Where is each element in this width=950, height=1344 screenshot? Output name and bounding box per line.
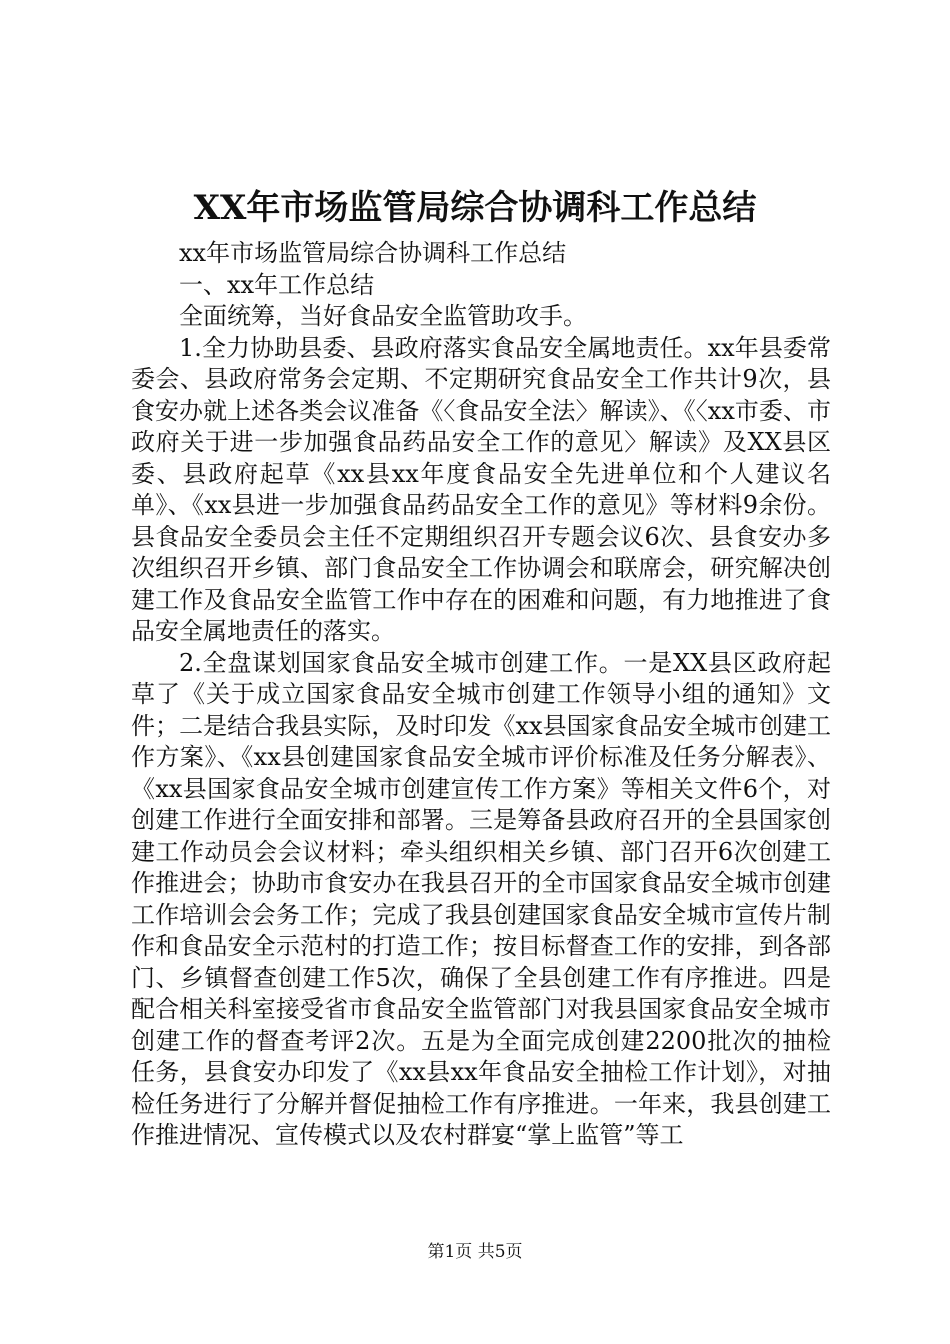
document-title: XX年市场监管局综合协调科工作总结 bbox=[193, 188, 757, 228]
body-paragraph-summary: 全面统筹，当好食品安全监管助攻手。 bbox=[179, 302, 587, 330]
body-paragraph-section: 一、xx年工作总结 bbox=[179, 270, 375, 299]
page-footer: 第1页 共5页 bbox=[427, 1242, 523, 1262]
body-paragraph-heading: xx年市场监管局综合协调科工作总结 bbox=[179, 239, 567, 267]
body-paragraph-item-1: 1.全力协助县委、县政府落实食品安全属地责任。xx年县委常委会、县政府常务会定期、不定期研究食品安全工作共计9次，县食安办就上述各类会议准备《〈食品安全法〉解读》、《〈xx市委、市政府关于进一步加强食品药品安全工作的意见〉解读》及XX县区委、县政府起草《xx县xx年度食品安全先进单位和个人建议名单》、《xx县进一步加强食品药品安全工作的意见》等材料9余份。县食品安全委员会主任不定期组织召开专题会议6次、县食安办多次组织召开乡镇、部门食品安全工作协调会和联席会，研究解决创建工作及食品安全监管工作中存在的困难和问题，有力地推进了食品安全属地责任的落实。 bbox=[131, 333, 831, 645]
body-paragraph-item-2: 2.全盘谋划国家食品安全城市创建工作。一是XX县区政府起草了《关于成立国家食品安全城市创建工作领导小组的通知》文件；二是结合我县实际，及时印发《xx县国家食品安全城市创建工作方案》、《xx县创建国家食品安全城市评价标准及任务分解表》、《xx县国家食品安全城市创建宣传工作方案》等相关文件6个，对创建工作进行全面安排和部署。三是筹备县政府召开的全县国家创建工作动员会会议材料；牵头组织相关乡镇、部门召开6次创建工作推进会；协助市食安办在我县召开的全市国家食品安全城市创建工作培训会会务工作；完成了我县创建国家食品安全城市宣传片制作和食品安全示范村的打造工作；按目标督查工作的安排，到各部门、乡镇督查创建工作5次，确保了全县创建工作有序推进。四是配合相关科室接受省市食品安全监管部门对我县国家食品安全城市创建工作的督查考评2次。五是为全面完成创建2200批次的抽检任务，县食安办印发了《xx县xx年食品安全抽检工作计划》，对抽检任务进行了分解并督促抽检工作有序推进。一年来，我县创建工作推进情况、宣传模式以及农村群宴“掌上监管”等工 bbox=[131, 648, 831, 1149]
document-body bbox=[131, 238, 831, 1152]
